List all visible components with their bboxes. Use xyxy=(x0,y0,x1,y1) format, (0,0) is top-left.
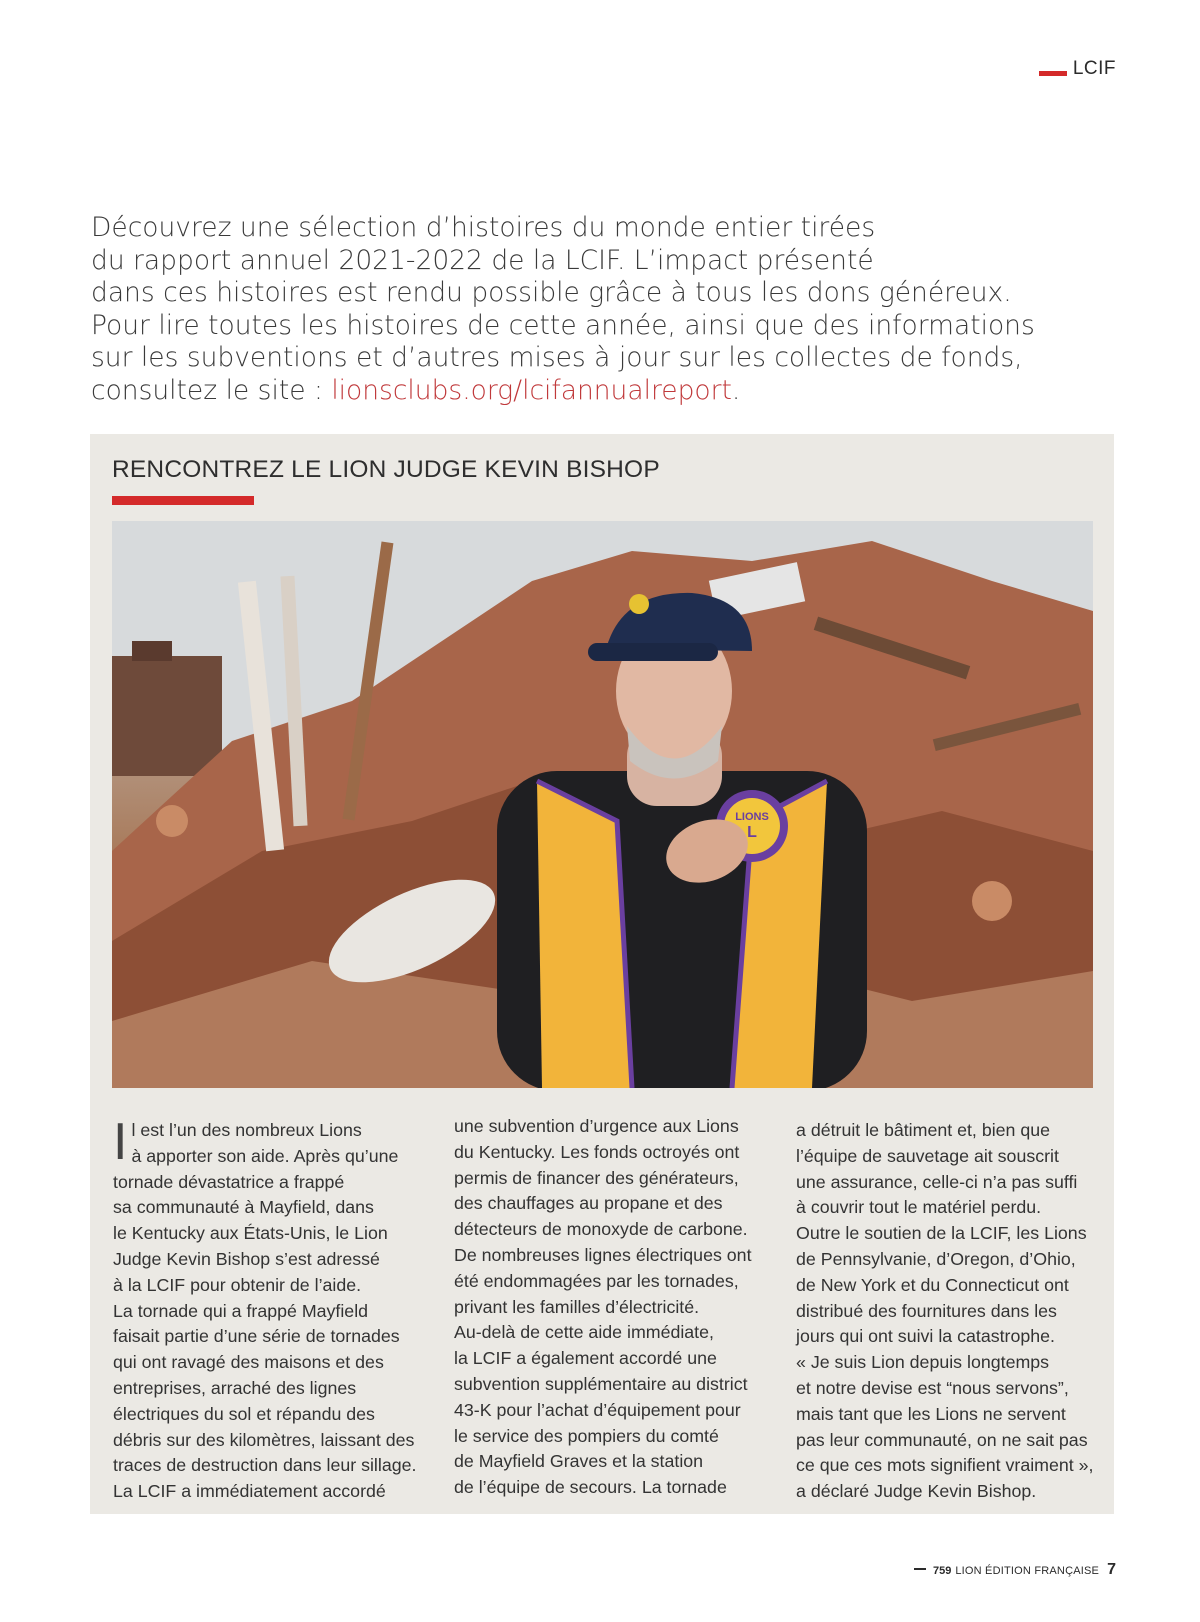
page-footer xyxy=(914,1561,1116,1579)
section-label: LCIF xyxy=(1072,58,1116,79)
col2-line: de l’équipe de secours. La tornade xyxy=(454,1477,727,1498)
col3-line: mais tant que les Lions ne servent xyxy=(796,1403,1066,1424)
dropcap: I xyxy=(113,1113,128,1171)
article-column-3 xyxy=(796,1118,1116,1505)
panel-title-rule xyxy=(112,496,254,505)
col1-line: à apporter son aide. Après qu’une xyxy=(131,1145,399,1166)
col2-line: permis de financer des générateurs, xyxy=(454,1167,739,1188)
col3-line: « Je suis Lion depuis longtemps xyxy=(796,1352,1050,1373)
col3-line: pas leur communauté, on ne sait pas xyxy=(796,1429,1088,1450)
col1-line: faisait partie d’une série de tornades xyxy=(113,1326,400,1347)
col3-line: ce que ces mots signifient vraiment », xyxy=(796,1455,1094,1476)
col1-line: tornade dévastatrice a frappé xyxy=(113,1171,345,1192)
col2-line: 43-K pour l’achat d’équipement pour xyxy=(454,1399,741,1420)
col3-line: à couvrir tout le matériel perdu. xyxy=(796,1197,1042,1218)
intro-line xyxy=(91,375,1011,408)
article-column-1 xyxy=(113,1113,433,1505)
intro-line: dans ces histoires est rendu possible grâce à tous les dons généreux. xyxy=(91,277,1012,308)
col1-line: La tornade qui a frappé Mayfield xyxy=(113,1300,369,1321)
col3-line: a déclaré Judge Kevin Bishop. xyxy=(796,1481,1037,1502)
annual-report-link[interactable]: lionsclubs.org/lcifannualreport xyxy=(331,374,732,406)
col2-line: privant les familles d’électricité. xyxy=(454,1296,700,1317)
intro-line-suffix: . xyxy=(731,374,741,406)
col3-line: de Pennsylvanie, d’Oregon, d’Ohio, xyxy=(796,1248,1076,1269)
intro-paragraph xyxy=(91,212,1035,407)
col3-line: une assurance, celle-ci n’a pas suffi xyxy=(796,1171,1078,1192)
section-tag-bar xyxy=(1039,71,1067,76)
col3-line: Outre le soutien de la LCIF, les Lions xyxy=(796,1223,1087,1244)
intro-line: Pour lire toutes les histoires de cette année, ainsi que des informations xyxy=(91,309,1035,341)
col1-line: entreprises, arraché des lignes xyxy=(113,1377,357,1398)
edition-name: LION ÉDITION FRANÇAISE xyxy=(955,1565,1100,1577)
page-number: 7 xyxy=(1107,1561,1116,1578)
col2-line: du Kentucky. Les fonds octroyés ont xyxy=(454,1141,740,1162)
lions-badge-text: LIONS xyxy=(735,811,769,823)
section-tag xyxy=(1039,58,1116,80)
col2-line: des chauffages au propane et des xyxy=(454,1193,723,1214)
col2-line: la LCIF a également accordé une xyxy=(454,1348,717,1369)
svg-text:L: L xyxy=(747,824,757,841)
col2-line: le service des pompiers du comté xyxy=(454,1425,719,1446)
footer-dash xyxy=(914,1568,926,1570)
col2-line: De nombreuses lignes électriques ont xyxy=(454,1244,752,1265)
intro-line: Découvrez une sélection d’histoires du monde entier tirées xyxy=(91,212,876,243)
col2-line: subvention supplémentaire au district xyxy=(454,1373,748,1394)
intro-line: du rapport annuel 2021-2022 de la LCIF. L’impact présenté xyxy=(91,244,874,276)
col3-line: l’équipe de sauvetage ait souscrit xyxy=(796,1145,1059,1166)
intro-line-prefix: consultez le site : xyxy=(91,374,332,406)
col2-line: détecteurs de monoxyde de carbone. xyxy=(454,1219,748,1240)
col3-line: distribué des fournitures dans les xyxy=(796,1300,1057,1321)
col1-line: électriques du sol et répandu des xyxy=(113,1403,375,1424)
col3-line: de New York et du Connecticut ont xyxy=(796,1274,1069,1295)
article-column-2 xyxy=(454,1114,774,1501)
col2-line: une subvention d’urgence aux Lions xyxy=(454,1116,739,1136)
col2-line: de Mayfield Graves et la station xyxy=(454,1451,704,1472)
col1-line: La LCIF a immédiatement accordé xyxy=(113,1481,386,1502)
col1-line: débris sur des kilomètres, laissant des xyxy=(113,1429,415,1450)
panel-title: RENCONTREZ LE LION JUDGE KEVIN BISHOP xyxy=(112,456,660,483)
col3-line: a détruit le bâtiment et, bien que xyxy=(796,1120,1051,1140)
feature-panel xyxy=(90,434,1114,1514)
col1-line: à la LCIF pour obtenir de l’aide. xyxy=(113,1274,362,1295)
col1-line: qui ont ravagé des maisons et des xyxy=(113,1352,384,1373)
col3-line: et notre devise est “nous servons”, xyxy=(796,1377,1069,1398)
feature-photo xyxy=(112,521,1093,1088)
col1-line: le Kentucky aux États-Unis, le Lion xyxy=(113,1223,388,1244)
intro-line: sur les subventions et d’autres mises à jour sur les collectes de fonds, xyxy=(91,342,1023,373)
issue-number: 759 xyxy=(932,1565,952,1577)
col1-line: l est l’un des nombreux Lions xyxy=(131,1120,362,1140)
col1-line: Judge Kevin Bishop s’est adressé xyxy=(113,1248,380,1269)
col3-line: jours qui ont suivi la catastrophe. xyxy=(796,1326,1055,1347)
col1-line: sa communauté à Mayfield, dans xyxy=(113,1197,374,1218)
col2-line: Au-delà de cette aide immédiate, xyxy=(454,1322,714,1343)
col1-line: traces de destruction dans leur sillage. xyxy=(113,1455,417,1476)
col2-line: été endommagées par les tornades, xyxy=(454,1270,739,1291)
